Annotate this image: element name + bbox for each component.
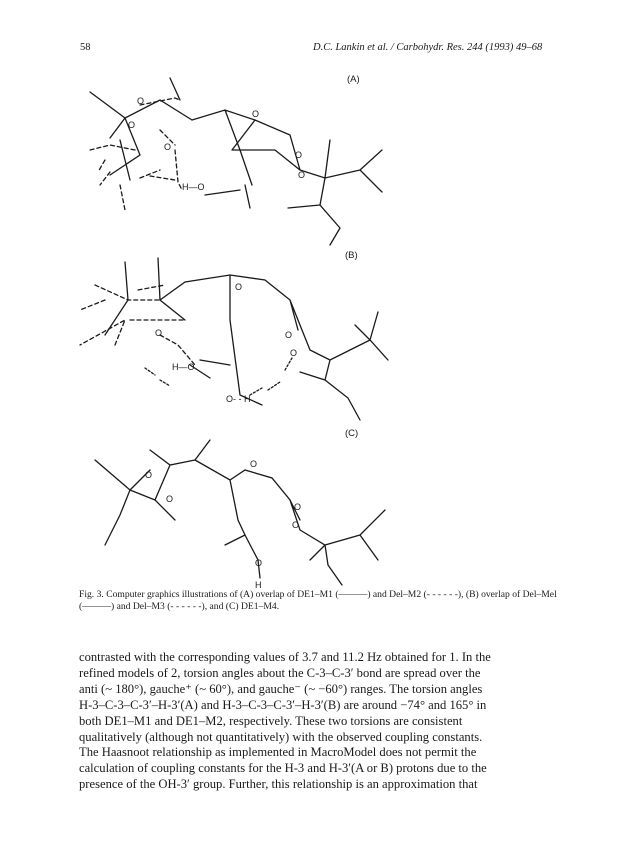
body-line: H-3–C-3–C-3′–H-3′(A) and H-3–C-3–C-3′–H-3′(B) are around −74° and 165° in	[79, 697, 487, 712]
body-line: The Haasnoot relationship as implemented in MacroModel does not permit the	[79, 745, 477, 760]
body-line: both DE1–M1 and DE1–M2, respectively. These two torsions are consistent	[79, 713, 463, 728]
caption-text: Computer graphics illustrations of (A) overlap of DE1–M1 (———) and Del–M2 (- - - - - -), (B) overlap of Del–Mel (———) and Del–M3 (- - - - - -), and (C) DE1–M4.	[79, 589, 557, 612]
caption-prefix: Fig. 3.	[79, 589, 104, 600]
atom-label-o: O	[298, 170, 306, 180]
molecular-structure-drawings	[0, 60, 624, 590]
page-number: 58	[80, 42, 91, 53]
body-line: anti (~ 180°), gauche⁺ (~ 60°), and gauche⁻ (~ −60°) ranges. The torsion angles	[79, 681, 483, 696]
atom-label-o: O	[155, 328, 163, 338]
atom-label-h-o: H—O	[172, 362, 195, 372]
atom-label-o-h: O- - H	[226, 394, 251, 404]
page-header	[0, 42, 624, 58]
atom-label-o: O	[292, 520, 300, 530]
panel-label-a: (A)	[347, 74, 360, 85]
atom-label-o: O	[255, 558, 263, 568]
running-head-authors: D.C. Lankin et al.	[313, 42, 389, 53]
figure-caption	[79, 589, 569, 613]
structure-panel-c	[95, 440, 385, 590]
structure-panel-a	[90, 78, 382, 245]
structure-panel-b	[80, 258, 388, 420]
body-line: presence of the OH-3′ group. Further, this relationship is an approximation that	[79, 777, 478, 792]
atom-label-o: O	[290, 348, 298, 358]
atom-label-h: H	[255, 580, 262, 590]
panel-label-b: (B)	[345, 250, 358, 261]
atom-label-o: O	[128, 120, 136, 130]
atom-label-o: O	[250, 459, 258, 469]
running-head	[313, 42, 542, 53]
atom-label-h-o: H—O	[182, 182, 205, 192]
atom-label-o: O	[145, 470, 153, 480]
atom-label-o: O	[166, 494, 174, 504]
body-paragraph	[79, 650, 571, 793]
body-line: calculation of coupling constants for the H-3 and H-3′(A or B) protons due to the	[79, 761, 487, 776]
atom-label-o: O	[295, 150, 303, 160]
atom-label-o: O	[235, 282, 243, 292]
body-line: qualitatively (although not quantitatively) with the observed coupling constants.	[79, 729, 483, 744]
body-line: contrasted with the corresponding values of 3.7 and 11.2 Hz obtained for 1. In the	[79, 650, 491, 664]
running-head-journal: / Carbohydr. Res. 244 (1993) 49–68	[388, 42, 543, 53]
body-line: refined models of 2, torsion angles about the C-3–C-3′ bond are spread over the	[79, 665, 481, 680]
atom-label-o: O	[285, 330, 293, 340]
panel-label-c: (C)	[345, 428, 359, 439]
atom-label-o: O	[164, 142, 172, 152]
atom-label-o: O	[252, 109, 260, 119]
figure-3	[0, 60, 624, 590]
atom-label-o: O	[137, 96, 145, 106]
atom-label-o: O	[294, 502, 302, 512]
